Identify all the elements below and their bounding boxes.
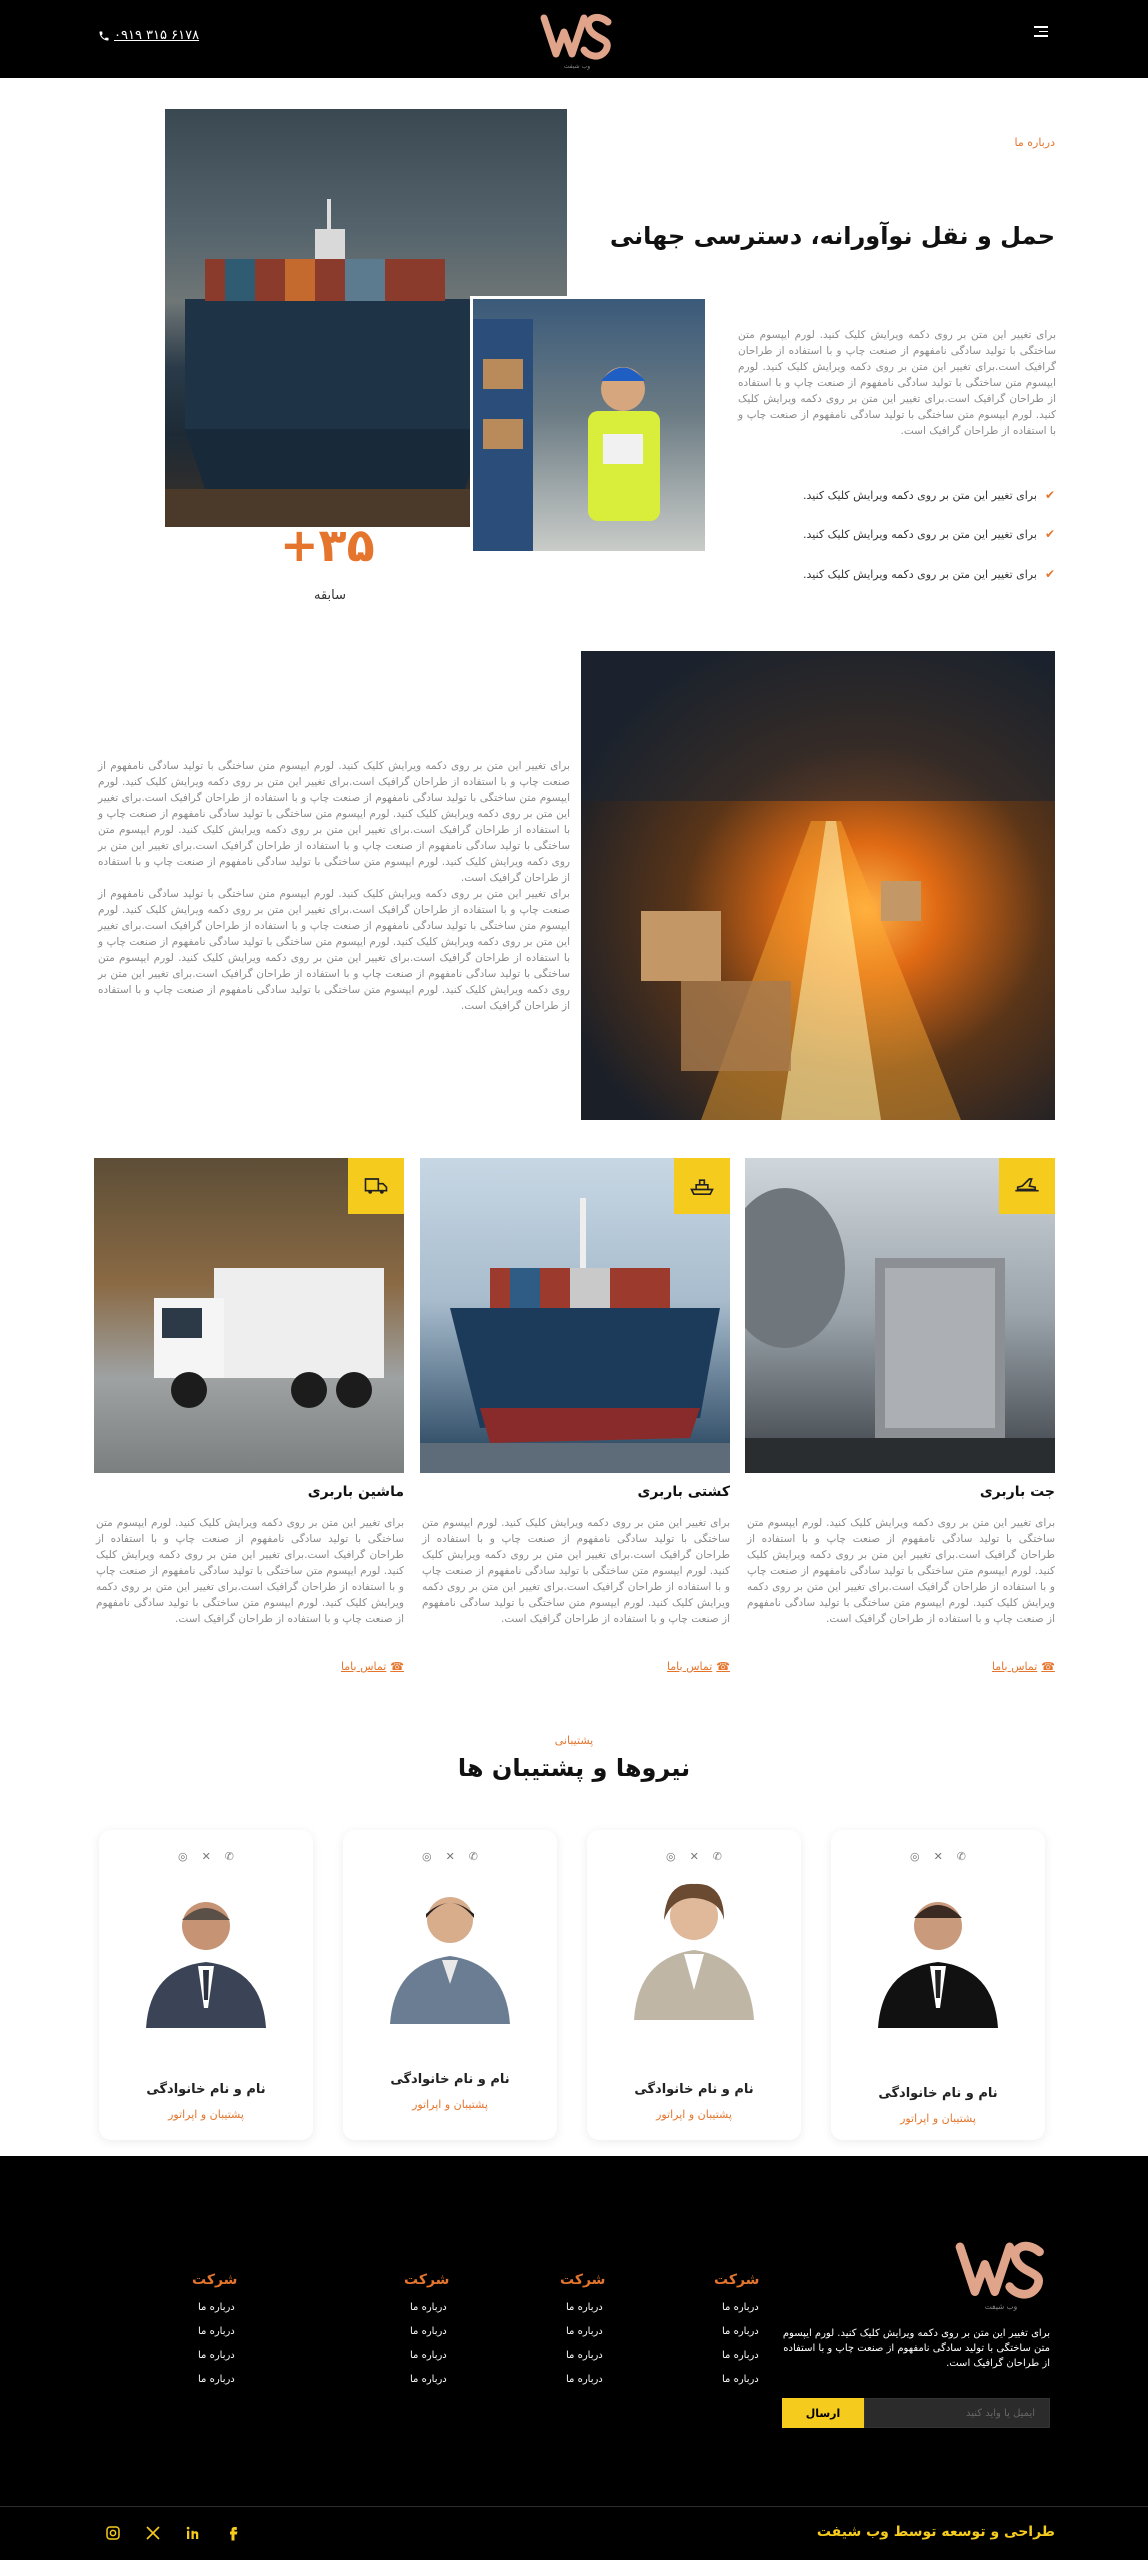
about-description: برای تغییر این متن بر روی دکمه ویرایش کلیک کنید. لورم ایپسوم متن ساختگی با تولید سادگی نامفهوم از صنعت چاپ و با استفاده از طراحان گرافیک است.برای تغییر این متن بر روی دکمه ویرایش کلیک کنید. لورم ایپسوم متن ساختگی با تولید سادگی نامفهوم از صنعت چاپ و با استفاده از طراحان گرافیک است.برای تغییر این متن بر روی دکمه ویرایش کلیک کنید. لورم ایپسوم متن ساختگی با تولید سادگی نامفهوم از صنعت چاپ و با استفاده از طراحان گرافیک است. (738, 329, 1056, 437)
avatar (380, 1874, 520, 2024)
footer-link[interactable]: درباره ما (198, 2326, 235, 2337)
menu-icon[interactable] (1034, 26, 1048, 38)
service-contact-link-truck[interactable]: ☎ تماس باما (340, 1660, 404, 1673)
team-card: ◎ ✕ ✆ نام و نام خانوادگی پشتیبان و اپراتور (99, 1830, 313, 2140)
whatsapp-icon[interactable]: ✆ (956, 1850, 967, 1863)
instagram-icon[interactable]: ◎ (421, 1850, 432, 1863)
service-contact-link-ship[interactable]: ☎ تماس باما (666, 1660, 730, 1673)
phone-icon (98, 30, 110, 42)
footer-column-title: شرکت (192, 2272, 238, 2288)
instagram-icon[interactable]: ◎ (177, 1850, 188, 1863)
footer-link[interactable]: درباره ما (410, 2350, 447, 2361)
footer-column-title: شرکت (560, 2272, 606, 2288)
linkedin-icon[interactable] (184, 2524, 202, 2542)
whatsapp-icon[interactable]: ✆ (712, 1850, 723, 1863)
footer-link[interactable]: درباره ما (722, 2350, 759, 2361)
footer-link[interactable]: درباره ما (566, 2326, 603, 2337)
footer-link[interactable]: درباره ما (198, 2302, 235, 2313)
instagram-icon[interactable] (104, 2524, 122, 2542)
newsletter-email-input[interactable]: ایمیل یا واید کنید (864, 2398, 1050, 2428)
service-desc-ship: برای تغییر این متن بر روی دکمه ویرایش کلیک کنید. لورم ایپسوم متن ساختگی با تولید سادگی نامفهوم از صنعت چاپ و با استفاده از طراحان گرافیک است.برای تغییر این متن بر روی دکمه ویرایش کلیک کنید. لورم ایپسوم متن ساختگی با تولید سادگی نامفهوم از صنعت چاپ و با استفاده از طراحان گرافیک است.برای تغییر این متن بر روی دکمه ویرایش کلیک کنید. لورم ایپسوم متن ساختگی با تولید سادگی نامفهوم از صنعت چاپ و با استفاده از طراحان گرافیک است. (422, 1517, 730, 1625)
footer-link[interactable]: درباره ما (566, 2350, 603, 2361)
footer-link[interactable]: درباره ما (198, 2350, 235, 2361)
service-title-air: جت باربری (979, 1484, 1055, 1500)
footer-link[interactable]: درباره ما (410, 2326, 447, 2337)
footer-link[interactable]: درباره ما (722, 2326, 759, 2337)
instagram-icon[interactable]: ◎ (665, 1850, 676, 1863)
check-icon: ✔ (1044, 527, 1055, 541)
avatar (136, 1878, 276, 2028)
logo-caption: وب شیفت (563, 63, 591, 70)
conveyor-photo (581, 651, 1055, 1120)
instagram-icon[interactable]: ◎ (909, 1850, 920, 1863)
phone-link[interactable] (98, 28, 199, 43)
service-title-ship: کشتی باربری (637, 1484, 730, 1500)
x-icon[interactable]: ✕ (445, 1850, 455, 1863)
about-title: حمل و نقل نوآورانه، دسترسی جهانی (609, 222, 1055, 250)
check-item: ✔ برای تغییر این متن بر روی دکمه ویرایش کلیک کنید. (802, 488, 1055, 502)
years-counter: +۳۵ (280, 518, 375, 572)
team-card: ◎ ✕ ✆ نام و نام خانوادگی پشتیبان و اپراتور (343, 1830, 557, 2140)
check-icon: ✔ (1044, 488, 1055, 502)
x-icon[interactable]: ✕ (933, 1850, 943, 1863)
about-tag: درباره ما (1014, 136, 1055, 149)
check-item: ✔ برای تغییر این متن بر روی دکمه ویرایش کلیک کنید. (802, 527, 1055, 541)
warehouse-worker-photo (470, 296, 708, 554)
footer-divider (0, 2506, 1148, 2507)
team-card: ◎ ✕ ✆ نام و نام خانوادگی پشتیبان و اپراتور (831, 1830, 1045, 2140)
footer-link[interactable]: درباره ما (722, 2302, 759, 2313)
site-header (0, 0, 1148, 78)
footer-link[interactable]: درباره ما (722, 2374, 759, 2385)
footer-link[interactable]: درباره ما (410, 2302, 447, 2313)
whatsapp-icon[interactable]: ✆ (468, 1850, 479, 1863)
service-desc-air: برای تغییر این متن بر روی دکمه ویرایش کلیک کنید. لورم ایپسوم متن ساختگی با تولید سادگی نامفهوم از صنعت چاپ و با استفاده از طراحان گرافیک است.برای تغییر این متن بر روی دکمه ویرایش کلیک کنید. لورم ایپسوم متن ساختگی با تولید سادگی نامفهوم از صنعت چاپ و با استفاده از طراحان گرافیک است.برای تغییر این متن بر روی دکمه ویرایش کلیک کنید. لورم ایپسوم متن ساختگی با تولید سادگی نامفهوم از صنعت چاپ و با استفاده از طراحان گرافیک است. (747, 1517, 1055, 1625)
team-card: ◎ ✕ ✆ نام و نام خانوادگی پشتیبان و اپراتور (587, 1830, 801, 2140)
phone-icon: ☎ (1041, 1660, 1055, 1673)
phone-icon: ☎ (716, 1660, 730, 1673)
footer-link[interactable]: درباره ما (410, 2374, 447, 2385)
footer-link[interactable]: درباره ما (198, 2374, 235, 2385)
service-desc-truck: برای تغییر این متن بر روی دکمه ویرایش کلیک کنید. لورم ایپسوم متن ساختگی با تولید سادگی نامفهوم از صنعت چاپ و با استفاده از طراحان گرافیک است.برای تغییر این متن بر روی دکمه ویرایش کلیک کنید. لورم ایپسوم متن ساختگی با تولید سادگی نامفهوم از صنعت چاپ و با استفاده از طراحان گرافیک است.برای تغییر این متن بر روی دکمه ویرایش کلیک کنید. لورم ایپسوم متن ساختگی با تولید سادگی نامفهوم از صنعت چاپ و با استفاده از طراحان گرافیک است. (96, 1517, 404, 1625)
team-tag: پشتیبانی (554, 1734, 594, 1747)
ship-icon (674, 1158, 730, 1214)
truck-icon (348, 1158, 404, 1214)
phone-icon: ☎ (390, 1660, 404, 1673)
years-label: سابقه (314, 588, 347, 603)
facebook-icon[interactable] (224, 2524, 242, 2542)
check-item: ✔ برای تغییر این متن بر روی دکمه ویرایش کلیک کنید. (802, 567, 1055, 581)
section2-paragraph-2: برای تغییر این متن بر روی دکمه ویرایش کلیک کنید. لورم ایپسوم متن ساختگی با تولید سادگی نامفهوم از صنعت چاپ و با استفاده از طراحان گرافیک است.برای تغییر این متن بر روی دکمه ویرایش کلیک کنید. لورم ایپسوم متن ساختگی با تولید سادگی نامفهوم از صنعت چاپ و با استفاده از طراحان گرافیک است.برای تغییر این متن بر روی دکمه ویرایش کلیک کنید. لورم ایپسوم متن ساختگی با تولید سادگی نامفهوم از صنعت چاپ و با استفاده از طراحان گرافیک است.برای تغییر این متن بر روی دکمه ویرایش کلیک کنید. لورم ایپسوم متن ساختگی با تولید سادگی نامفهوم از صنعت چاپ و با استفاده از طراحان گرافیک است.برای تغییر این متن بر روی دکمه ویرایش کلیک کنید. لورم ایپسوم متن ساختگی با تولید سادگی نامفهوم از صنعت چاپ و با استفاده از طراحان گرافیک است. (98, 888, 570, 1012)
x-icon[interactable]: ✕ (689, 1850, 699, 1863)
footer-link[interactable]: درباره ما (566, 2302, 603, 2313)
site-logo[interactable] (538, 6, 616, 72)
footer-column-title: شرکت (714, 2272, 760, 2288)
plane-icon (999, 1158, 1055, 1214)
footer-link[interactable]: درباره ما (566, 2374, 603, 2385)
x-icon[interactable]: ✕ (201, 1850, 211, 1863)
footer-credit: طراحی و توسعه توسط وب شیفت (816, 2524, 1055, 2540)
phone-number: ۰۹۱۹ ۳۱۵ ۶۱۷۸ (114, 28, 200, 43)
avatar (868, 1878, 1008, 2028)
service-contact-link-air[interactable]: ☎ تماس باما (991, 1660, 1055, 1673)
footer-logo[interactable] (952, 2232, 1050, 2318)
whatsapp-icon[interactable]: ✆ (224, 1850, 235, 1863)
service-title-truck: ماشین باربری (307, 1484, 404, 1500)
x-twitter-icon[interactable] (144, 2524, 162, 2542)
check-icon: ✔ (1044, 567, 1055, 581)
avatar (624, 1870, 764, 2020)
newsletter-send-button[interactable]: ارسال (782, 2398, 864, 2428)
team-title: نیروها و پشتیبان ها (457, 1754, 691, 1782)
logo-caption: وب شیفت (984, 2302, 1018, 2312)
footer-description: برای تغییر این متن بر روی دکمه ویرایش کلیک کنید. لورم ایپسوم متن ساختگی با تولید سادگی نامفهوم از صنعت چاپ و با استفاده از طراحان گرافیک است. (782, 2328, 1050, 2369)
section2-paragraph-1: برای تغییر این متن بر روی دکمه ویرایش کلیک کنید. لورم ایپسوم متن ساختگی با تولید سادگی نامفهوم از صنعت چاپ و با استفاده از طراحان گرافیک است.برای تغییر این متن بر روی دکمه ویرایش کلیک کنید. لورم ایپسوم متن ساختگی با تولید سادگی نامفهوم از صنعت چاپ و با استفاده از طراحان گرافیک است.برای تغییر این متن بر روی دکمه ویرایش کلیک کنید. لورم ایپسوم متن ساختگی با تولید سادگی نامفهوم از صنعت چاپ و با استفاده از طراحان گرافیک است.برای تغییر این متن بر روی دکمه ویرایش کلیک کنید. لورم ایپسوم متن ساختگی با تولید سادگی نامفهوم از صنعت چاپ و با استفاده از طراحان گرافیک است.برای تغییر این متن بر روی دکمه ویرایش کلیک کنید. لورم ایپسوم متن ساختگی با تولید سادگی نامفهوم از صنعت چاپ و با استفاده از طراحان گرافیک است. (98, 760, 570, 884)
footer-column-title: شرکت (404, 2272, 450, 2288)
